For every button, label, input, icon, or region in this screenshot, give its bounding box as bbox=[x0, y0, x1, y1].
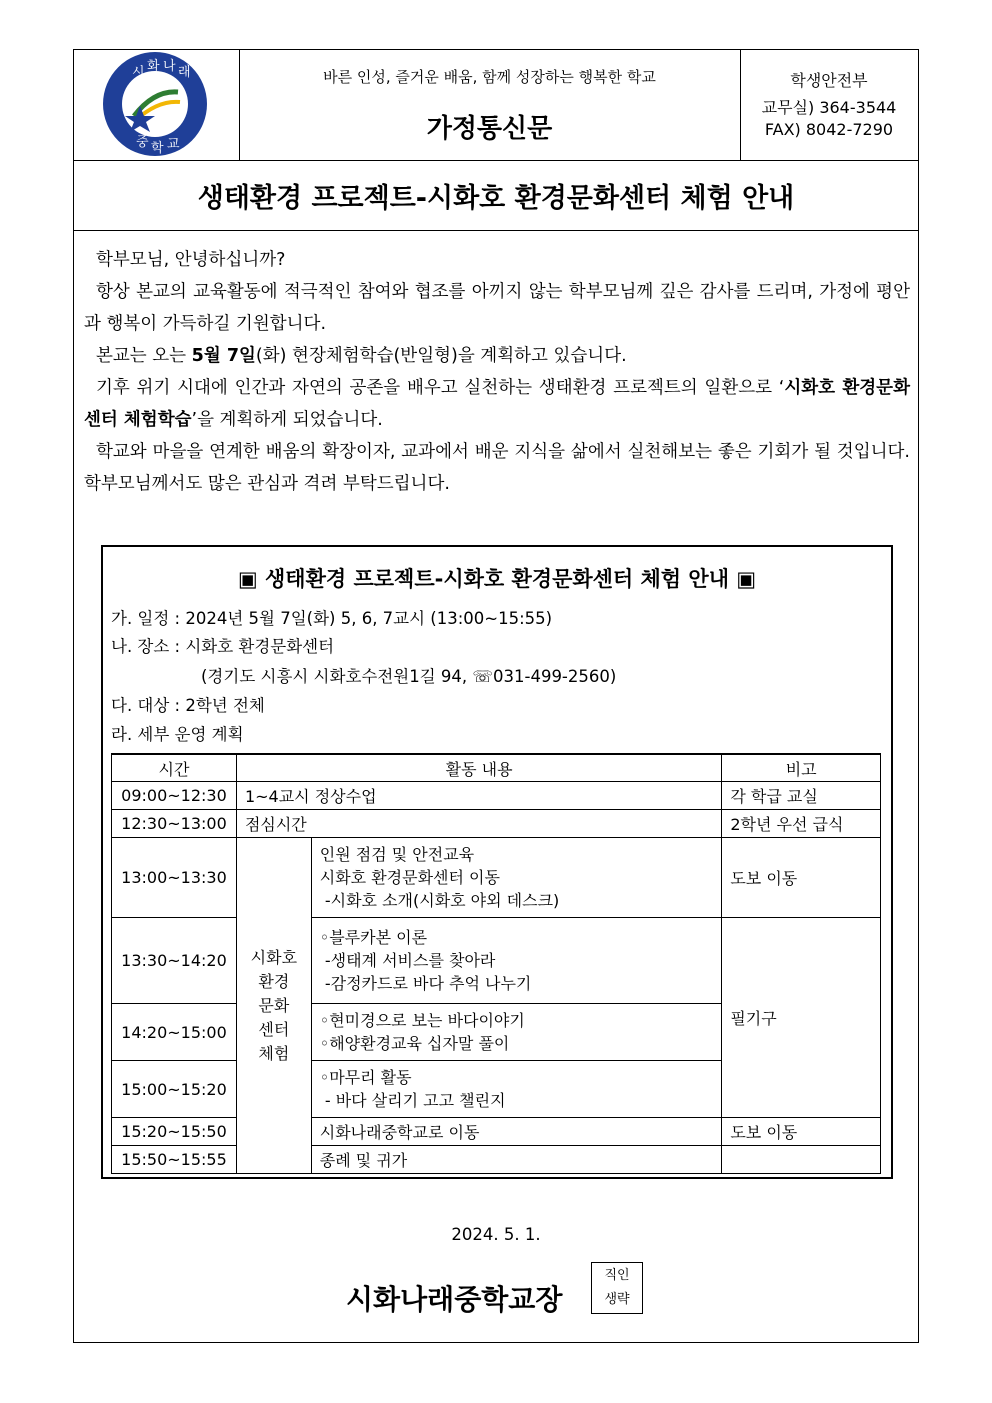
greeting: 학부모님, 안녕하십니까? bbox=[96, 250, 286, 270]
table-row: 15:50~15:55 종례 및 귀가 bbox=[112, 1146, 881, 1174]
principal-name: 시화나래중학교장 bbox=[346, 1283, 563, 1316]
header-activity: 활동 내용 bbox=[236, 754, 721, 782]
location-address: (경기도 시흥시 시화호수전원1길 94, ☏031-499-2560) bbox=[201, 667, 617, 686]
table-header-row bbox=[112, 754, 881, 782]
info-box-title: ▣ 생태환경 프로젝트-시화호 환경문화센터 체험 안내 ▣ bbox=[237, 567, 757, 591]
seal-box: 직인 생략 bbox=[591, 1262, 643, 1314]
body-paragraph: 항상 본교의 교육활동에 적극적인 참여와 협조를 아끼지 않는 학부모님께 깊은 감사를 드리며, 가정에 평안과 행복이 가득하길 기원합니다. bbox=[84, 282, 910, 334]
header-logo-cell bbox=[74, 50, 240, 160]
svg-text:교: 교 bbox=[167, 137, 180, 152]
schedule-date: 가. 일정 : 2024년 5월 7일(화) 5, 6, 7교시 (13:00~15:55) bbox=[111, 609, 553, 628]
svg-text:나: 나 bbox=[163, 59, 176, 74]
svg-text:중: 중 bbox=[136, 135, 149, 150]
schedule-table bbox=[111, 753, 881, 1174]
svg-text:화: 화 bbox=[147, 59, 160, 74]
table-row: 15:00~15:20 ◦마무리 활동 - 바다 살리기 고고 챌린지 bbox=[112, 1061, 881, 1118]
table-row: 13:00~13:30 시화호 환경 문화 센터 체험 인원 점검 및 안전교육 시화호 환경문화센터 이동 -시화호 소개(시화호 야외 데스크) 도보 이동 bbox=[112, 838, 881, 918]
svg-text:시: 시 bbox=[132, 65, 145, 80]
letter-body bbox=[84, 244, 910, 500]
school-logo-icon bbox=[74, 50, 239, 160]
header-time: 시간 bbox=[112, 754, 237, 782]
table-row: 15:20~15:50 시화나래중학교로 이동 도보 이동 bbox=[112, 1118, 881, 1146]
svg-text:래: 래 bbox=[178, 65, 191, 80]
body-paragraph: 기후 위기 시대에 인간과 자연의 공존을 배우고 실천하는 생태환경 프로젝트의 일환으로 ‘시화호 환경문화센터 체험학습’을 계획하게 되었습니다. bbox=[84, 378, 910, 430]
body-paragraph: 본교는 오는 5월 7일(화) 현장체험학습(반일형)을 계획하고 있습니다. bbox=[96, 346, 627, 366]
department-name: 학생안전부 bbox=[790, 71, 868, 90]
info-box bbox=[101, 545, 893, 1179]
fax-number: FAX) 8042-7290 bbox=[764, 120, 894, 139]
target-group: 다. 대상 : 2학년 전체 bbox=[111, 696, 265, 715]
document-title: 생태환경 프로젝트-시화호 환경문화센터 체험 안내 bbox=[74, 160, 918, 231]
table-row: 13:30~14:20 ◦블루카본 이론 -생태계 서비스를 찾아라 -감정카드로 바다 추억 나누기 필기구 bbox=[112, 918, 881, 1004]
office-phone: 교무실) 364-3544 bbox=[761, 98, 897, 117]
header-middle-cell bbox=[239, 50, 741, 160]
table-row: 09:00~12:30 1~4교시 정상수업 각 학급 교실 bbox=[112, 782, 881, 810]
location: 나. 장소 : 시화호 환경문화센터 bbox=[111, 637, 335, 656]
issue-date: 2024. 5. 1. bbox=[451, 1225, 541, 1244]
body-paragraph: 학교와 마을을 연계한 배움의 확장이자, 교과에서 배운 지식을 삶에서 실천해보는 좋은 기회가 될 것입니다. 학부모님께서도 많은 관심과 격려 부탁드립니다. bbox=[84, 442, 910, 494]
header-note: 비고 bbox=[722, 754, 881, 782]
table-row: 12:30~13:00 점심시간 2학년 우선 급식 bbox=[112, 810, 881, 838]
newsletter-name: 가정통신문 bbox=[426, 114, 553, 144]
svg-text:학: 학 bbox=[151, 141, 164, 156]
table-row: 14:20~15:00 ◦현미경으로 보는 바다이야기 ◦해양환경교육 십자말 풀이 bbox=[112, 1004, 881, 1061]
school-motto: 바른 인성, 즐거운 배움, 함께 성장하는 행복한 학교 bbox=[323, 68, 656, 86]
header-contact-cell bbox=[740, 50, 918, 160]
plan-heading: 라. 세부 운영 계획 bbox=[111, 725, 244, 744]
document-frame bbox=[73, 49, 919, 1343]
group-label: 시화호 환경 문화 센터 체험 bbox=[236, 838, 311, 1174]
header-row bbox=[74, 50, 918, 161]
